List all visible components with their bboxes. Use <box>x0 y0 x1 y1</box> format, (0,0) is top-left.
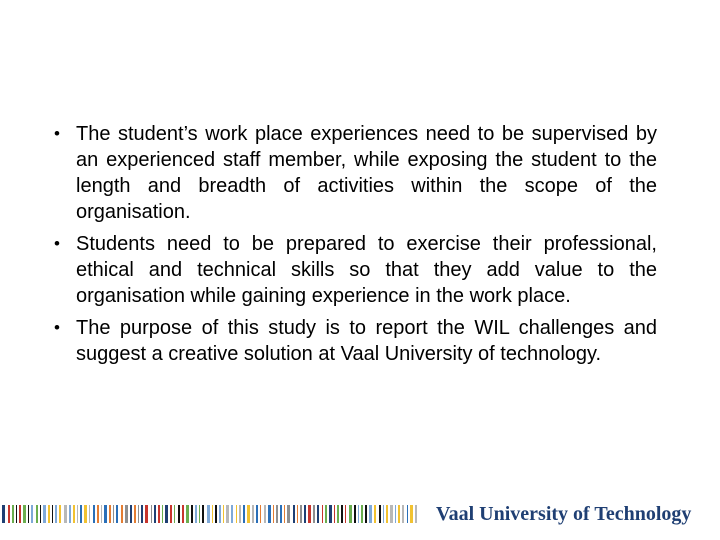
barcode-stripe <box>182 505 184 523</box>
barcode-stripe <box>313 505 315 523</box>
barcode-stripe <box>158 505 160 523</box>
barcode-stripe <box>223 505 224 523</box>
barcode-stripe <box>40 505 41 523</box>
barcode-stripe <box>84 505 87 523</box>
barcode-stripe <box>145 505 148 523</box>
bullet-item-purpose <box>54 315 657 367</box>
bullet-marker: • <box>54 318 60 337</box>
barcode-stripe <box>264 505 266 523</box>
barcode-stripes-logo <box>0 497 420 531</box>
barcode-stripe <box>202 505 204 523</box>
barcode-stripe <box>415 505 417 523</box>
barcode-stripe <box>16 505 17 523</box>
barcode-stripe <box>186 505 189 523</box>
barcode-stripe <box>287 505 290 523</box>
bullet-item-supervision <box>54 121 657 225</box>
barcode-stripe <box>195 505 197 523</box>
barcode-stripe <box>28 505 29 523</box>
barcode-stripe <box>247 505 250 523</box>
barcode-stripe <box>138 505 139 523</box>
barcode-stripe <box>358 505 359 523</box>
barcode-stripe <box>337 505 339 523</box>
barcode-stripe <box>239 505 241 523</box>
barcode-stripe <box>55 505 57 523</box>
barcode-stripe <box>386 505 388 523</box>
barcode-stripe <box>365 505 367 523</box>
bullet-list <box>54 121 657 373</box>
barcode-stripe <box>191 505 193 523</box>
barcode-stripe <box>162 505 163 523</box>
bullet-text: The purpose of this study is to report the WIL challenges and suggest a creative solution at Vaal University of technology. <box>76 317 657 365</box>
barcode-stripe <box>390 505 393 523</box>
barcode-stripe <box>334 505 335 523</box>
barcode-stripe <box>93 505 95 523</box>
barcode-stripe <box>293 505 295 523</box>
barcode-stripe <box>69 505 71 523</box>
barcode-stripe <box>297 505 298 523</box>
barcode-stripe <box>178 505 180 523</box>
barcode-stripe <box>59 505 61 523</box>
barcode-stripe <box>170 505 172 523</box>
university-name: Vaal University of Technology <box>436 503 692 525</box>
barcode-stripe <box>402 505 404 523</box>
barcode-stripe <box>73 505 75 523</box>
barcode-stripe <box>354 505 356 523</box>
barcode-stripe <box>345 505 346 523</box>
barcode-stripe <box>374 505 376 523</box>
barcode-stripe <box>151 505 152 523</box>
barcode-stripe <box>231 505 233 523</box>
barcode-stripe <box>207 505 210 523</box>
barcode-stripe <box>101 505 102 523</box>
barcode-stripe <box>104 505 107 523</box>
barcode-stripe <box>77 505 78 523</box>
bullet-item-preparation <box>54 231 657 309</box>
barcode-stripe <box>361 505 363 523</box>
barcode-stripe <box>226 505 229 523</box>
bullet-marker: • <box>54 234 60 253</box>
barcode-stripe <box>300 505 302 523</box>
barcode-stripe <box>398 505 400 523</box>
footer-band <box>0 497 720 531</box>
barcode-stripe <box>410 505 413 523</box>
barcode-stripe <box>284 505 285 523</box>
barcode-stripe <box>12 505 14 523</box>
barcode-stripe <box>256 505 258 523</box>
barcode-stripe <box>308 505 311 523</box>
barcode-stripe <box>154 505 156 523</box>
barcode-stripe <box>19 505 21 523</box>
bullet-text: Students need to be prepared to exercise their professional, ethical and technical skills so that they add value to the organisation while gaining experience in the work place. <box>76 233 657 307</box>
barcode-stripe <box>317 505 319 523</box>
barcode-stripe <box>134 505 136 523</box>
barcode-stripe <box>52 505 53 523</box>
barcode-stripe <box>64 505 67 523</box>
barcode-stripe <box>236 505 237 523</box>
barcode-stripe <box>121 505 123 523</box>
barcode-stripe <box>36 505 38 523</box>
footer-separator <box>420 504 432 524</box>
barcode-stripe <box>243 505 245 523</box>
barcode-stripe <box>276 505 278 523</box>
barcode-stripe <box>212 505 213 523</box>
barcode-stripe <box>2 505 5 523</box>
bullet-text: The student’s work place experiences need to be supervised by an experienced staff member, while exposing the student to the length and breadth of activities within the scope of the organisation. <box>76 123 657 223</box>
barcode-stripe <box>325 505 327 523</box>
barcode-stripe <box>109 505 111 523</box>
barcode-stripe <box>31 505 33 523</box>
barcode-stripe <box>174 505 175 523</box>
barcode-stripe <box>8 505 10 523</box>
bullet-marker: • <box>54 124 60 143</box>
barcode-stripe <box>165 505 168 523</box>
barcode-stripe <box>215 505 217 523</box>
barcode-stripe <box>379 505 381 523</box>
barcode-stripe <box>395 505 396 523</box>
barcode-stripe <box>113 505 114 523</box>
barcode-stripe <box>280 505 282 523</box>
barcode-stripe <box>268 505 271 523</box>
barcode-stripe <box>97 505 99 523</box>
barcode-stripe <box>43 505 46 523</box>
barcode-stripe <box>199 505 200 523</box>
barcode-stripe <box>48 505 50 523</box>
barcode-stripe <box>349 505 352 523</box>
barcode-stripe <box>130 505 132 523</box>
barcode-stripe <box>273 505 274 523</box>
barcode-stripe <box>219 505 221 523</box>
barcode-stripe <box>407 505 408 523</box>
barcode-stripe <box>341 505 343 523</box>
barcode-stripe <box>89 505 90 523</box>
barcode-stripe <box>304 505 306 523</box>
barcode-stripe <box>322 505 323 523</box>
barcode-stripe <box>369 505 372 523</box>
barcode-stripe <box>125 505 128 523</box>
barcode-stripe <box>116 505 118 523</box>
barcode-stripe <box>252 505 254 523</box>
barcode-stripe <box>383 505 384 523</box>
barcode-stripe <box>23 505 26 523</box>
barcode-stripe <box>260 505 261 523</box>
barcode-stripe <box>141 505 143 523</box>
barcode-stripe <box>80 505 82 523</box>
barcode-stripe <box>329 505 332 523</box>
